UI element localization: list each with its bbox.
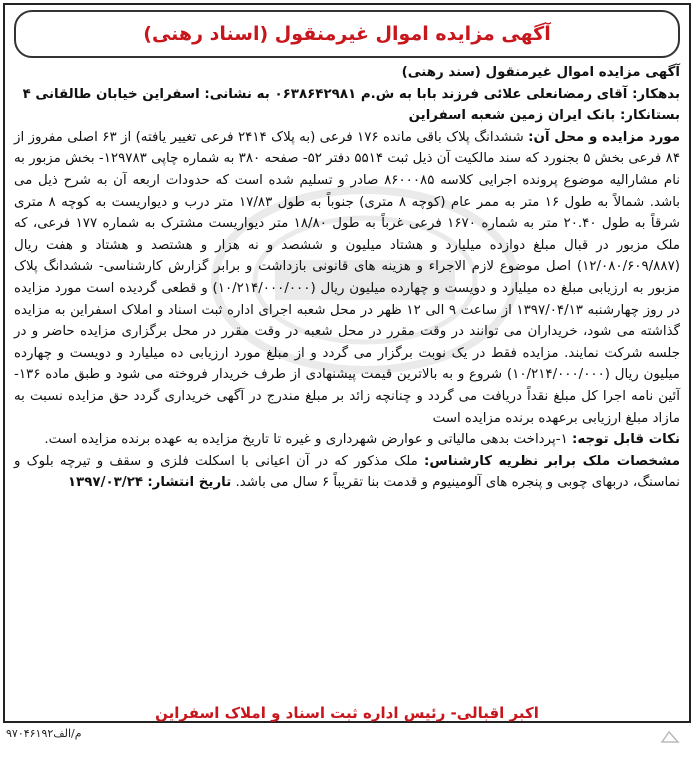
reference-code: م/الف۹۷۰۴۶۱۹۲	[6, 727, 82, 740]
notes-label: نکات قابل توجه:	[572, 432, 680, 448]
specs-paragraph	[14, 451, 680, 494]
debtor-label: بدهکار:	[632, 86, 680, 102]
debtor-text: آقای رمضانعلی علائی فرزند بابا به ش.م ۰۶۳۸۶۴۲۹۸۱ به نشانی: اسفراین خیابان طالقانی ۴	[22, 86, 628, 102]
subject-text: ششدانگ پلاک باقی مانده ۱۷۶ فرعی (به پلاک ۲۴۱۴ فرعی تغییر یافته) از ۶۳ اصلی مفروز از ۸۴ فرعی بخش ۵ بجنورد که سند مالکیت آن ذیل ثبت ۵۵۱۴ دفتر ۵۲- صفحه ۳۸۰ به شماره چاپی ۱۲۹۷۸۳- بخش مزبور به نام مشارالیه موضوع پرونده اجرایی کلاسه ۸۶۰۰۰۸۵ صادر و تسلیم شده است که حدودات اربعه آن به شرح ذیل می باشد. شمالاً به طول ۱۶ متر به ممر عام (کوچه ۸ متری) جنوباً به طول ۱۷/۸۳ متر درب و دیواریست به کوچه ۸ متری شرقاً به طول ۲۰.۴۰ متر به شماره ۱۶۷۰ فرعی غرباً به طول ۱۸/۸۰ متر دیواریست مشترک به شماره ۱۷۷ فرعی، که ملک مزبور در قبال مبلغ دوازده میلیارد و هشتاد میلیون و ششصد و نه هزار و هشتصد و هشتاد و هفت ریال (۱۲/۰۸۰/۶۰۹/۸۸۷) اصل موضوع لازم الاجراء و هزینه های قانونی بازداشت و برابر گزارش کارشناسی- ششدانگ پلاک مزبور به ارزیابی مبلغ ده میلیارد و دویست و چهارده میلیون ریال (۱۰/۲۱۴/۰۰۰/۰۰۰) و قطعی گردیده است مورد مزایده در روز چهارشنبه ۱۳۹۷/۰۴/۱۳ از ساعت ۹ الی ۱۲ ظهر در محل شعبه اجرای اداره ثبت اسناد و املاک اسفراین به مزایده گذاشته می شود، خریداران می توانند در وقت مقرر در محل شعبه در وقت مقرر در محل برگزاری مزایده حاضر و در جلسه شرکت نمایند. مزایده فقط در یک نوبت برگزار می گردد و از مبلغ مورد ارزیابی ده میلیارد و دویست و چهارده میلیون ریال (۱۰/۲۱۴/۰۰۰/۰۰۰) شروع و به بالاترین قیمت پیشنهادی از طرف خریدار فروخته می شود و طبق ماده ۱۳۶- آئین نامه اجرا کل مبلغ نقداً دریافت می گردد و چنانچه زائد بر مبلغ مندرج در آگهی خریداری گردد حق مزایده نسبت به مازاد مبلغ ارزیابی برعهده برنده مزایده است	[14, 129, 681, 426]
notes-paragraph	[14, 429, 680, 451]
header-line: آگهی مزایده اموال غیرمنقول (سند رهنی)	[401, 65, 680, 80]
subject-paragraph	[14, 127, 680, 429]
specs-label: مشخصات ملک برابر نظریه کارشناس:	[424, 453, 680, 469]
signature-line: اکبر اقبالی- رئیس اداره ثبت اسناد و املاک اسفراین	[155, 704, 539, 722]
debtor-line	[14, 84, 680, 106]
subject-label: مورد مزایده و محل آن:	[528, 129, 680, 145]
ad-title: آگهی مزایده اموال غیرمنقول (اسناد رهنی)	[143, 23, 551, 45]
title-banner	[14, 10, 680, 58]
publish-date: ۱۳۹۷/۰۳/۲۴	[67, 475, 144, 491]
publish-label: تاریخ انتشار:	[147, 475, 232, 491]
specs-text: ملک مذکور که در آن اعیانی با اسکلت فلزی و سقف و تیرچه بلوک و نماسنگ، دربهای چوبی و پنجره های آلومینیوم و قدمت بنا تقریباً ۶ سال می باشد.	[14, 453, 680, 491]
corner-logo-icon	[660, 730, 680, 744]
notes-text: ۱-پرداخت بدهی مالیاتی و عوارض شهرداری و غیره تا تاریخ مزایده به عهده برنده مزایده است.	[44, 432, 568, 448]
creditor-label: بستانکار:	[619, 108, 680, 124]
ad-body	[14, 62, 680, 494]
creditor-line	[14, 105, 680, 127]
creditor-text: بانک ایران زمین شعبه اسفراین	[408, 108, 616, 124]
